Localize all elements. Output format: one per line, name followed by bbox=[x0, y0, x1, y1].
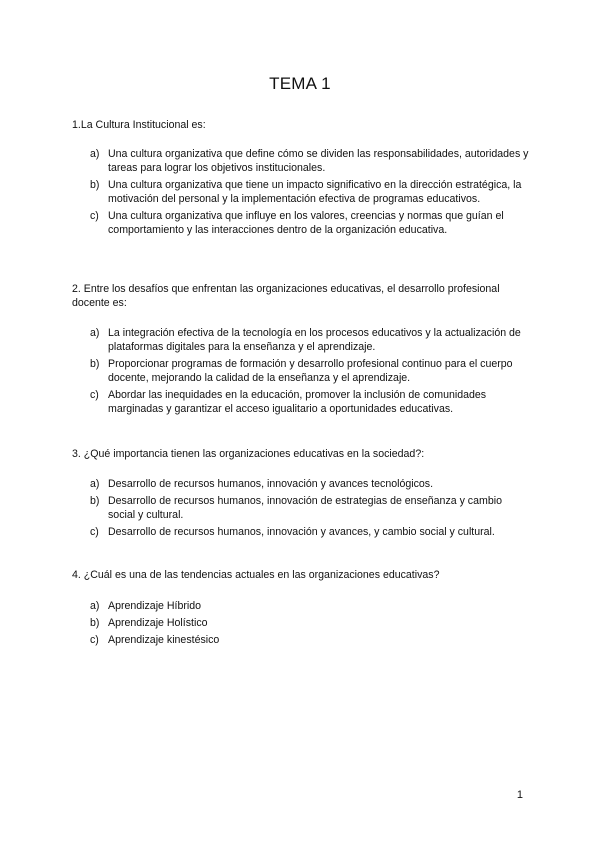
question-2-option-a bbox=[90, 326, 530, 354]
question-2-text: 2. Entre los desafíos que enfrentan las organizaciones educativas, el desarrollo profesional docente es: bbox=[72, 283, 500, 309]
option-text: Aprendizaje kinestésico bbox=[108, 634, 220, 646]
question-3-text: 3. ¿Qué importancia tienen las organizaciones educativas en la sociedad?: bbox=[72, 448, 425, 460]
option-label: c) bbox=[90, 634, 99, 646]
option-label: b) bbox=[90, 617, 100, 629]
page-number: 1 bbox=[516, 789, 523, 801]
option-label: a) bbox=[90, 327, 100, 339]
option-label: b) bbox=[90, 179, 100, 191]
option-text: La integración efectiva de la tecnología en los procesos educativos y la actualización de plataformas digitales para la enseñanza y el aprendizaje. bbox=[108, 327, 521, 353]
option-text: Desarrollo de recursos humanos, innovación y avances, y cambio social y cultural. bbox=[108, 526, 495, 538]
question-1-text: 1.La Cultura Institucional es: bbox=[72, 119, 206, 131]
question-4-option-a bbox=[90, 599, 530, 613]
option-label: c) bbox=[90, 210, 99, 222]
option-label: a) bbox=[90, 478, 100, 490]
option-text: Una cultura organizativa que define cómo se dividen las responsabilidades, autoridades y tareas para lograr los objetivos institucionales. bbox=[108, 148, 529, 174]
option-text: Proporcionar programas de formación y desarrollo profesional continuo para el cuerpo docente, mejorando la calidad de la enseñanza y el aprendizaje. bbox=[108, 358, 513, 384]
option-label: a) bbox=[90, 148, 100, 160]
question-4-option-c bbox=[90, 633, 530, 647]
option-label: b) bbox=[90, 358, 100, 370]
page-title: TEMA 1 bbox=[269, 74, 331, 93]
option-label: a) bbox=[90, 600, 100, 612]
option-text: Aprendizaje Holístico bbox=[108, 617, 208, 629]
option-text: Aprendizaje Híbrido bbox=[108, 600, 202, 612]
option-text: Una cultura organizativa que tiene un impacto significativo en la dirección estratégica, la motivación del personal y la implementación efectiva de programas educativos. bbox=[108, 179, 522, 205]
question-3-option-c bbox=[90, 525, 530, 539]
question-1-option-b bbox=[90, 178, 530, 206]
option-text: Desarrollo de recursos humanos, innovación de estrategias de enseñanza y cambio social y cultural. bbox=[108, 495, 502, 521]
question-1-option-a bbox=[90, 147, 530, 175]
question-4-text: 4. ¿Cuál es una de las tendencias actuales en las organizaciones educativas? bbox=[72, 569, 440, 581]
question-3-option-b bbox=[90, 494, 530, 522]
question-1-option-c bbox=[90, 209, 530, 237]
question-4-options bbox=[90, 599, 530, 650]
option-text: Desarrollo de recursos humanos, innovación y avances tecnológicos. bbox=[108, 478, 434, 490]
option-text: Una cultura organizativa que influye en los valores, creencias y normas que guían el comportamiento y las interacciones dentro de la organización educativa. bbox=[108, 210, 504, 236]
question-1-options bbox=[90, 147, 530, 240]
question-4-option-b bbox=[90, 616, 530, 630]
option-text: Abordar las inequidades en la educación, promover la inclusión de comunidades marginadas y garantizar el acceso igualitario a oportunidades educativas. bbox=[108, 389, 487, 415]
question-2-options bbox=[90, 326, 530, 419]
option-label: c) bbox=[90, 389, 99, 401]
option-label: b) bbox=[90, 495, 100, 507]
question-3-options bbox=[90, 477, 530, 542]
option-label: c) bbox=[90, 526, 99, 538]
question-2-option-b bbox=[90, 357, 530, 385]
question-3-option-a bbox=[90, 477, 530, 491]
question-2-option-c bbox=[90, 388, 530, 416]
